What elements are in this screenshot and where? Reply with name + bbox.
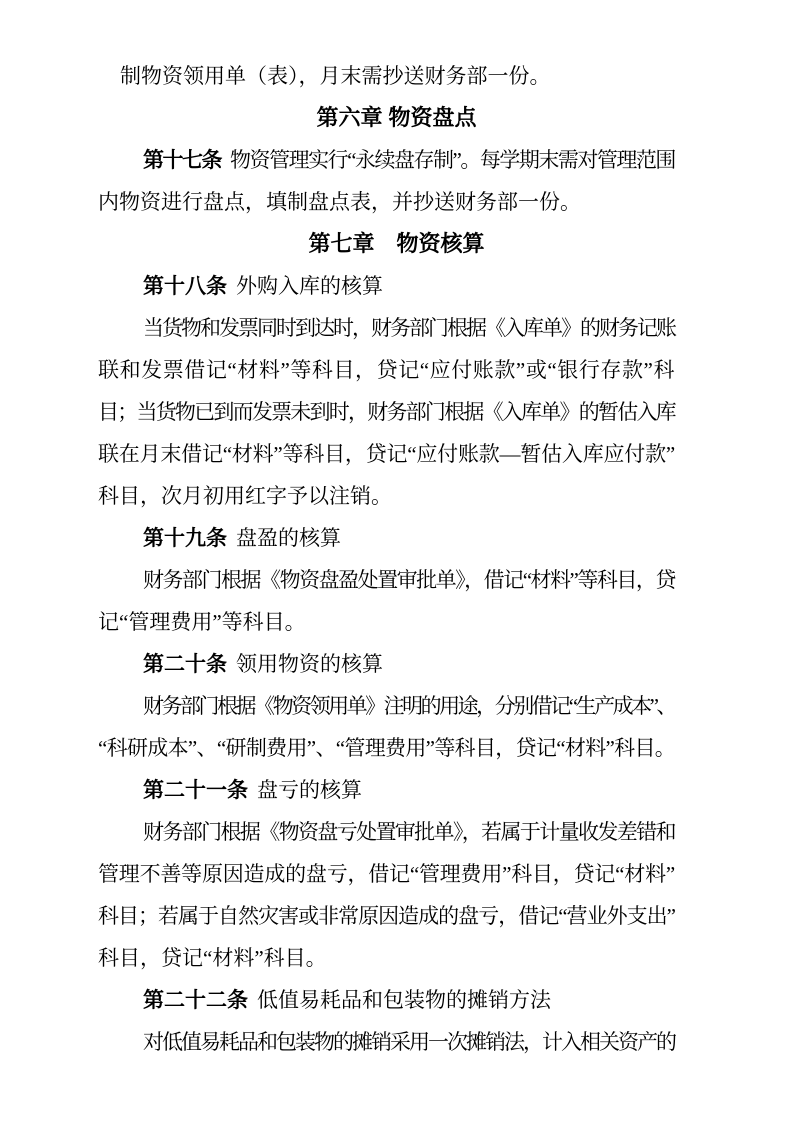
text-line xyxy=(98,559,675,601)
article-number: 第十八条 xyxy=(143,275,227,298)
text-line xyxy=(98,139,675,181)
line-text: 管理不善等原因造成的盘亏，借记“管理费用”科目，贷记“材料” xyxy=(98,862,675,886)
text-line xyxy=(98,895,675,937)
line-text: 对低值易耗品和包装物的摊销采用一次摊销法，计入相关资产的 xyxy=(143,1030,675,1054)
line-text: 制物资领用单（表），月末需抄送财务部一份。 xyxy=(120,64,551,88)
text-line xyxy=(98,181,675,223)
text-line xyxy=(98,853,675,895)
line-text: 联在月末借记“材料”等科目，贷记“应付账款—暂估入库应付款” xyxy=(98,442,675,466)
line-text: 内物资进行盘点，填制盘点表，并抄送财务部一份。 xyxy=(98,190,581,214)
text-line xyxy=(98,307,675,349)
text-line xyxy=(98,349,675,391)
text-line xyxy=(98,769,675,811)
line-text: 财务部门根据《物资领用单》注明的用途，分别借记“生产成本”、 xyxy=(143,694,675,718)
line-text: 物资管理实行“永续盘存制”。每学期末需对管理范围 xyxy=(230,148,675,172)
line-text: 第六章 物资盘点 xyxy=(316,105,477,130)
article-number: 第二十二条 xyxy=(143,989,248,1012)
text-line xyxy=(98,517,675,559)
line-text: 外购入库的核算 xyxy=(236,274,383,298)
line-text: 科目；若属于自然灾害或非常原因造成的盘亏，借记“营业外支出” xyxy=(98,904,675,928)
chapter-heading xyxy=(98,223,675,265)
text-line xyxy=(98,601,675,643)
line-text: 财务部门根据《物资盘亏处置审批单》，若属于计量收发差错和 xyxy=(143,820,675,844)
text-line xyxy=(98,433,675,475)
line-text: 财务部门根据《物资盘盈处置审批单》，借记“材料”等科目，贷 xyxy=(143,568,675,592)
text-line xyxy=(98,55,675,97)
line-text: 目；当货物已到而发票未到时，财务部门根据《入库单》的暂估入库 xyxy=(98,400,675,424)
line-text: 记“管理费用”等科目。 xyxy=(98,610,306,634)
text-line xyxy=(98,643,675,685)
article-number: 第二十一条 xyxy=(143,779,248,802)
article-number: 第十九条 xyxy=(143,527,227,550)
line-text: 科目，贷记“材料”科目。 xyxy=(98,946,327,970)
text-line xyxy=(98,937,675,979)
text-line xyxy=(98,391,675,433)
text-line xyxy=(98,979,675,1021)
text-line xyxy=(98,475,675,517)
document-body xyxy=(98,55,675,1063)
line-text: 当货物和发票同时到达时，财务部门根据《入库单》的财务记账 xyxy=(143,316,675,340)
text-line xyxy=(98,685,675,727)
line-text: 第七章 物资核算 xyxy=(308,231,485,256)
line-text: 低值易耗品和包装物的摊销方法 xyxy=(257,988,551,1012)
line-text: 联和发票借记“材料”等科目，贷记“应付账款”或“银行存款”科 xyxy=(98,358,676,382)
line-text: 科目，次月初用红字予以注销。 xyxy=(98,484,392,508)
text-line xyxy=(98,265,675,307)
line-text: “科研成本”、“研制费用”、“管理费用”等科目，贷记“材料”科目。 xyxy=(98,736,676,760)
text-line xyxy=(98,727,675,769)
chapter-heading xyxy=(98,97,675,139)
line-text: 领用物资的核算 xyxy=(236,652,383,676)
article-number: 第二十条 xyxy=(143,653,227,676)
line-text: 盘亏的核算 xyxy=(257,778,362,802)
article-number: 第十七条 xyxy=(143,149,222,172)
line-text: 盘盈的核算 xyxy=(236,526,341,550)
text-line xyxy=(98,811,675,853)
text-line xyxy=(98,1021,675,1063)
